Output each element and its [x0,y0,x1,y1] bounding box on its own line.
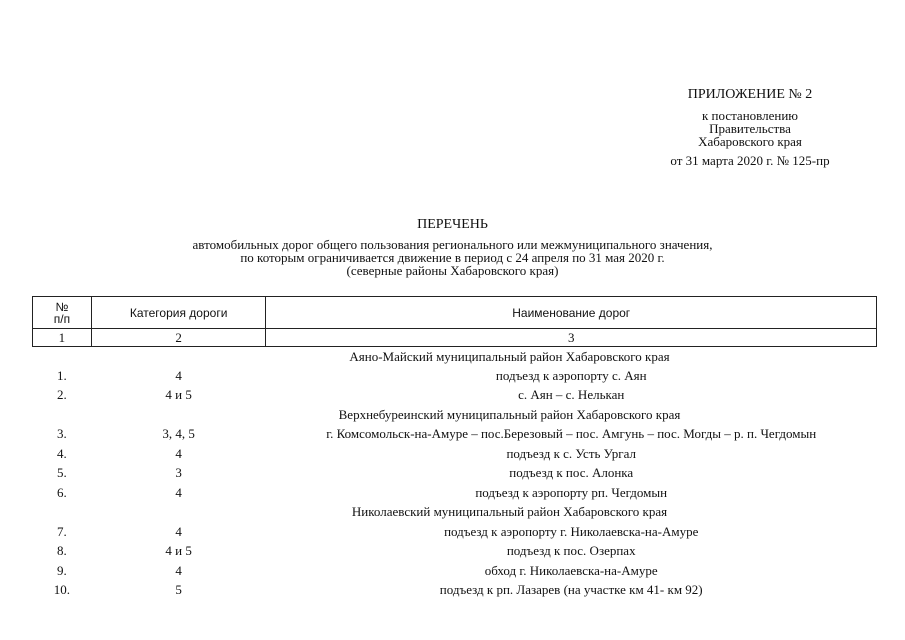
district-row [33,405,877,425]
row-road-name: подъезд к аэропорту с. Аян [495,367,647,383]
row-road-name: подъезд к пос. Алонка [509,465,634,481]
row-num: 5. [57,465,67,481]
row-category: 4 [175,367,182,383]
row-road-name: подъезд к пос. Озерпах [506,543,636,559]
column-number-2: 2 [91,329,266,347]
header-row [33,297,877,329]
row-num: 4. [57,445,67,461]
row-category: 4 [175,445,182,461]
row-category: 4 [175,523,182,539]
title-block [0,218,905,277]
row-num: 3. [57,426,67,442]
district-name: Верхнебуреинский муниципальный район Хабаровского края [338,406,681,422]
row-road-name: подъезд к с. Усть Ургал [506,445,636,461]
district-row [33,347,877,367]
row-category: 4 и 5 [165,543,192,559]
row-category: 5 [175,582,182,598]
row-num: 2. [57,387,67,403]
row-road-name: подъезд к аэропорту г. Николаевска-на-Амуре [444,523,699,539]
row-num: 6. [57,484,67,500]
district-name: Аяно-Майский муниципальный район Хабаровского края [349,348,670,364]
row-road-name: подъезд к аэропорту рп. Чегдомын [475,484,668,500]
title-line-3: (северные районы Хабаровского края) [346,263,559,278]
table-row [33,561,877,581]
table-row [33,366,877,386]
table-row [33,483,877,503]
roads-table [32,296,877,600]
row-num: 1. [57,367,67,383]
row-category: 3 [175,465,182,481]
table-row [33,581,877,601]
document-title: ПЕРЕЧЕНЬ [417,217,488,232]
row-road-name: с. Аян – с. Нелькан [518,387,625,403]
title-line-2: по которым ограничивается движение в период с 24 апреля по 31 мая 2020 г. [240,250,665,265]
appendix-block [620,88,880,167]
table-row [33,464,877,484]
row-num: 10. [53,582,71,598]
row-road-name: обход г. Николаевска-на-Амуре [484,562,658,578]
row-num: 7. [57,523,67,539]
table-row [33,444,877,464]
header-num [33,297,92,329]
appendix-line-4: от 31 марта 2020 г. № 125-пр [670,153,830,168]
appendix-line-1: к постановлению [701,108,799,123]
table-row [33,542,877,562]
title-line-1: автомобильных дорог общего пользования регионального или межмуниципального значения, [192,237,713,252]
row-num: 9. [57,562,67,578]
row-category: 4 и 5 [165,387,192,403]
district-row [33,503,877,523]
appendix-line-2: Правительства [709,121,791,136]
district-name: Николаевский муниципальный район Хабаровского края [351,504,668,520]
appendix-line-3: Хабаровского края [698,134,802,149]
column-number-3: 3 [266,329,877,347]
table-row [33,386,877,406]
header-name: Наименование дорог [266,297,877,329]
row-road-name: подъезд к рп. Лазарев (на участке км 41- км 92) [439,582,703,598]
table-row [33,522,877,542]
row-num: 8. [57,543,67,559]
table-body [33,347,877,601]
appendix-heading: ПРИЛОЖЕНИЕ № 2 [687,87,813,102]
row-category: 4 [175,484,182,500]
table-row [33,425,877,445]
header-num-line-1: № [55,299,69,314]
row-category: 4 [175,562,182,578]
row-road-name: г. Комсомольск-на-Амуре – пос.Березовый – пос. Амгунь – пос. Могды – р. п. Чегдомын [326,426,817,442]
column-numbers-row [33,329,877,347]
table-header [33,297,877,347]
header-category: Категория дороги [91,297,266,329]
column-number-1: 1 [33,329,92,347]
row-category: 3, 4, 5 [162,426,195,442]
header-num-line-2: п/п [53,311,71,326]
